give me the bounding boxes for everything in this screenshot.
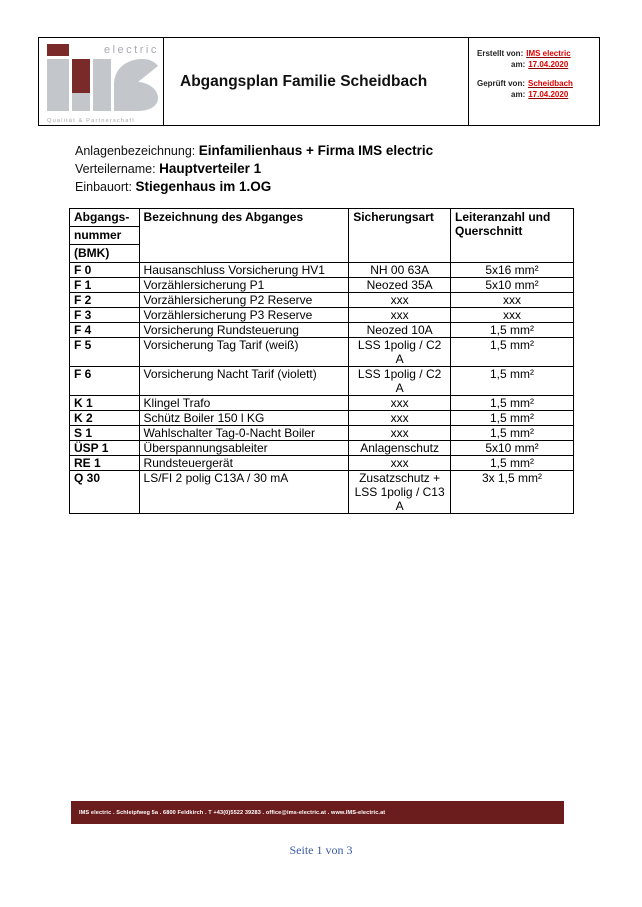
table-row (70, 396, 574, 411)
table-row (70, 338, 574, 367)
cell-fuse-type: Anlagenschutz (349, 441, 451, 456)
cell-fuse-type: xxx (349, 456, 451, 471)
created-on-label: am: (511, 60, 526, 69)
checked-by-line (477, 78, 599, 89)
cell-description: Vorsicherung Rundsteuerung (139, 323, 349, 338)
distributor-line (75, 160, 433, 178)
cell-bmk: RE 1 (70, 456, 140, 471)
header-bmk-line-2: nummer (70, 227, 139, 245)
cell-conductor: 1,5 mm² (451, 396, 574, 411)
cell-description: Vorzählersicherung P3 Reserve (139, 308, 349, 323)
table-row (70, 278, 574, 293)
header-conductor-line-1: Leiteranzahl und (455, 210, 551, 224)
created-by-line (477, 48, 599, 59)
circuit-table (69, 208, 574, 514)
table-row (70, 456, 574, 471)
footer-address-bar: IMS electric . Schleipfweg 5a . 6800 Feldkirch . T +43(0)5522 39283 . office@ims-electric.at . www.IMS-electric.at (71, 801, 564, 824)
cell-conductor: 1,5 mm² (451, 367, 574, 396)
checked-by-label: Geprüft von: (477, 79, 525, 88)
header-bmk-line-1: Abgangs- (70, 209, 139, 227)
checked-on-line (477, 89, 599, 100)
cell-fuse-type: LSS 1polig / C2 A (349, 338, 451, 367)
cell-bmk: Q 30 (70, 471, 140, 514)
checked-on-label: am: (511, 90, 526, 99)
cell-description: Wahlschalter Tag-0-Nacht Boiler (139, 426, 349, 441)
location-line (75, 178, 433, 196)
header-conductor (451, 209, 574, 263)
document-title: Abgangsplan Familie Scheidbach (180, 72, 428, 90)
header-description: Bezeichnung des Abganges (139, 209, 349, 263)
checked-by-value: Scheidbach (528, 79, 573, 88)
cell-bmk: K 1 (70, 396, 140, 411)
installation-value: Einfamilienhaus + Firma IMS electric (198, 143, 434, 158)
cell-bmk: F 6 (70, 367, 140, 396)
cell-description: Überspannungsableiter (139, 441, 349, 456)
cell-description: Schütz Boiler 150 l KG (139, 411, 349, 426)
cell-conductor: 1,5 mm² (451, 323, 574, 338)
cell-conductor: 1,5 mm² (451, 411, 574, 426)
installation-info (75, 142, 433, 196)
cell-fuse-type: xxx (349, 308, 451, 323)
cell-fuse-type: NH 00 63A (349, 263, 451, 278)
location-label: Einbauort: (75, 180, 132, 194)
cell-bmk: F 2 (70, 293, 140, 308)
table-header-row (70, 209, 574, 263)
installation-label: Anlagenbezeichnung: (75, 144, 196, 158)
cell-bmk: F 3 (70, 308, 140, 323)
cell-description: Vorsicherung Tag Tarif (weiß) (139, 338, 349, 367)
cell-conductor: xxx (451, 308, 574, 323)
distributor-value: Hauptverteiler 1 (159, 161, 262, 176)
table-row (70, 411, 574, 426)
cell-conductor: 1,5 mm² (451, 426, 574, 441)
cell-conductor: xxx (451, 293, 574, 308)
table-row (70, 293, 574, 308)
cell-bmk: F 5 (70, 338, 140, 367)
cell-fuse-type: xxx (349, 411, 451, 426)
document-header (38, 37, 600, 126)
table-row (70, 323, 574, 338)
table-row (70, 263, 574, 278)
cell-bmk: F 0 (70, 263, 140, 278)
cell-description: Vorsicherung Nacht Tarif (violett) (139, 367, 349, 396)
cell-fuse-type: xxx (349, 426, 451, 441)
header-fuse-type: Sicherungsart (349, 209, 451, 263)
cell-conductor: 3x 1,5 mm² (451, 471, 574, 514)
header-bmk-line-3: (BMK) (74, 246, 110, 260)
title-cell (164, 38, 469, 125)
cell-bmk: S 1 (70, 426, 140, 441)
cell-fuse-type: Neozed 35A (349, 278, 451, 293)
ims-electric-logo (42, 40, 160, 124)
cell-conductor: 5x16 mm² (451, 263, 574, 278)
created-on-value: 17.04.2020 (528, 60, 569, 69)
cell-fuse-type: Neozed 10A (349, 323, 451, 338)
cell-fuse-type: LSS 1polig / C2 A (349, 367, 451, 396)
cell-fuse-type: xxx (349, 396, 451, 411)
cell-description: Rundsteuergerät (139, 456, 349, 471)
page-number: Seite 1 von 3 (289, 843, 353, 857)
logo-accent-square-mid (72, 59, 90, 93)
logo-cell (39, 38, 164, 125)
cell-bmk: F 4 (70, 323, 140, 338)
created-on-line (477, 59, 599, 70)
cell-description: Hausanschluss Vorsicherung HV1 (139, 263, 349, 278)
installation-line (75, 142, 433, 160)
cell-bmk: F 1 (70, 278, 140, 293)
location-value: Stiegenhaus im 1.OG (135, 179, 272, 194)
cell-conductor: 1,5 mm² (451, 456, 574, 471)
cell-bmk: K 2 (70, 411, 140, 426)
cell-conductor: 5x10 mm² (451, 441, 574, 456)
table-row (70, 367, 574, 396)
checked-on-value: 17.04.2020 (528, 90, 569, 99)
logo-letter-s (114, 59, 158, 111)
table-row (70, 308, 574, 323)
cell-conductor: 1,5 mm² (451, 338, 574, 367)
logo-brand-word: electric (104, 44, 159, 56)
cell-conductor: 5x10 mm² (451, 278, 574, 293)
header-conductor-line-2: Querschnitt (455, 224, 523, 238)
logo-letter-i (47, 59, 69, 111)
cell-description: Vorzählersicherung P1 (139, 278, 349, 293)
distributor-label: Verteilername: (75, 162, 156, 176)
approval-meta (469, 38, 599, 125)
cell-description: LS/FI 2 polig C13A / 30 mA (139, 471, 349, 514)
cell-description: Klingel Trafo (139, 396, 349, 411)
cell-bmk: ÜSP 1 (70, 441, 140, 456)
cell-fuse-type: xxx (349, 293, 451, 308)
created-by-label: Erstellt von: (477, 49, 524, 58)
cell-description: Vorzählersicherung P2 Reserve (139, 293, 349, 308)
table-row (70, 441, 574, 456)
created-by-value: IMS electric (526, 49, 571, 58)
header-bmk (70, 209, 140, 263)
table-row (70, 471, 574, 514)
logo-letter-m-right (93, 59, 111, 111)
cell-fuse-type: Zusatzschutz + LSS 1polig / C13 A (349, 471, 451, 514)
logo-tagline: Qualität & Partnerschaft (47, 118, 135, 124)
table-row (70, 426, 574, 441)
logo-accent-square-top (47, 44, 69, 56)
